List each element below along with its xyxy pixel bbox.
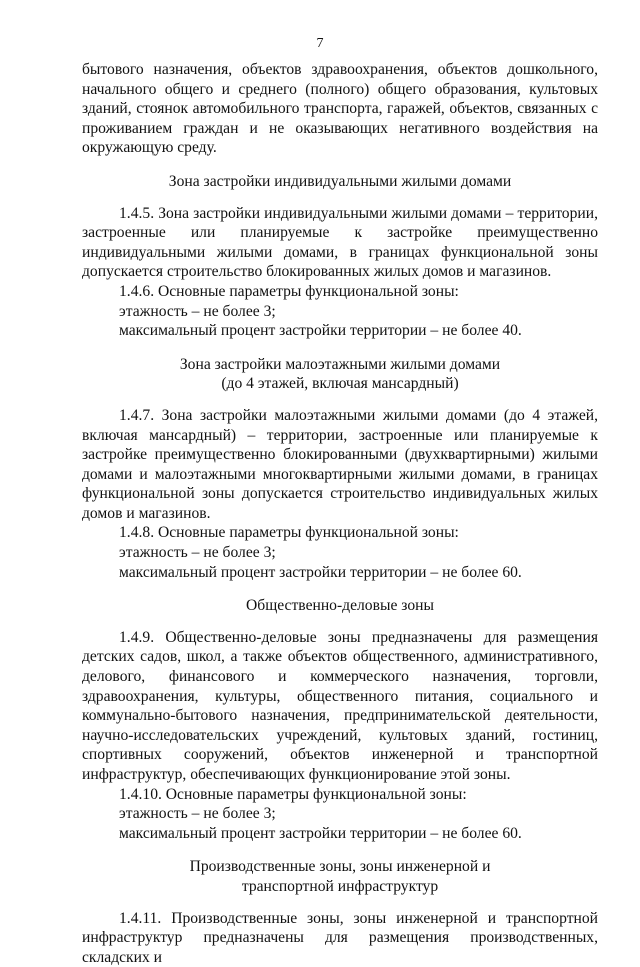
heading-line: Зона застройки малоэтажными жилыми домами bbox=[179, 355, 501, 373]
params-title-1-4-6: 1.4.6. Основные параметры функциональной зоны: bbox=[119, 282, 459, 300]
heading-line: транспортной инфраструктур bbox=[241, 877, 439, 895]
heading-line: Производственные зоны, зоны инженерной и bbox=[189, 858, 491, 876]
page-number: 7 bbox=[316, 36, 324, 51]
heading-public-business-zone bbox=[82, 596, 598, 616]
floors-limit: этажность – не более 3; bbox=[119, 805, 276, 823]
heading-line: (до 4 этажей, включая мансардный) bbox=[221, 375, 459, 393]
params-title-1-4-10: 1.4.10. Основные параметры функциональной зоны: bbox=[119, 785, 467, 803]
floors-limit: этажность – не более 3; bbox=[119, 302, 276, 320]
max-build-percent: максимальный процент застройки территории – не более 60. bbox=[119, 563, 522, 581]
heading-individual-zone bbox=[82, 172, 598, 192]
paragraph-1-4-7: 1.4.7. Зона застройки малоэтажными жилыми домами (до 4 этажей, включая мансардный) – территории, застроенные или планируемые к застройке преимущественно блокированными (двухквартирными) жилыми домами и малоэтажными многоквартирными жилыми домами, в границах функциональной зоны допускается строительство индивидуальных жилых домов и магазинов. bbox=[82, 406, 598, 522]
heading-line: Общественно-деловые зоны bbox=[246, 597, 434, 615]
intro-paragraph: бытового назначения, объектов здравоохранения, объектов дошкольного, начального общего и среднего (полного) общего образования, культовых зданий, стоянок автомобильного транспорта, гаражей, объектов, связанных с проживанием граждан и не оказывающих негативного воздействия на окружающую среду. bbox=[82, 61, 598, 157]
max-build-percent: максимальный процент застройки территории – не более 60. bbox=[119, 824, 522, 842]
heading-industrial-zone bbox=[82, 857, 598, 896]
max-build-percent: максимальный процент застройки территории – не более 40. bbox=[119, 322, 522, 340]
paragraph-1-4-9: 1.4.9. Общественно-деловые зоны предназначены для размещения детских садов, школ, а также объектов общественного, административного, делового, финансового и коммерческого назначения, торговли, здравоохранения, культуры, общественного питания, социального и коммунально-бытового назначения, предпринимательской деятельности, научно-исследовательских учреждений, культовых зданий, гостиниц, спортивных сооружений, объектов инженерной и транспортной инфраструктур, обеспечивающих функционирование этой зоны. bbox=[82, 628, 598, 783]
paragraph-1-4-11: 1.4.11. Производственные зоны, зоны инженерной и транспортной инфраструктур предназначены для размещения производственных, складских и bbox=[82, 909, 598, 966]
floors-limit: этажность – не более 3; bbox=[119, 544, 276, 562]
document-body bbox=[82, 60, 598, 967]
heading-lowrise-zone bbox=[82, 355, 598, 394]
params-title-1-4-8: 1.4.8. Основные параметры функциональной зоны: bbox=[119, 524, 459, 542]
heading-line: Зона застройки индивидуальными жилыми домами bbox=[168, 172, 512, 190]
paragraph-1-4-5: 1.4.5. Зона застройки индивидуальными жилыми домами – территории, застроенные или планируемые к застройке преимущественно индивидуальными жилыми домами, в границах функциональной зоны допускается строительство блокированных жилых домов и магазинов. bbox=[82, 204, 598, 281]
